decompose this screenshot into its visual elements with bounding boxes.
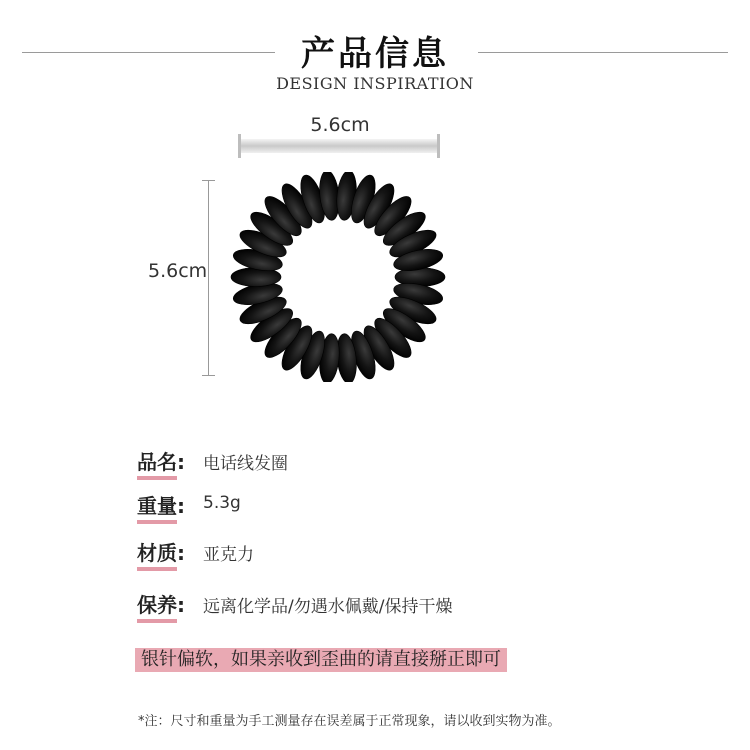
width-dimension-bar	[240, 139, 440, 153]
spec-label: 重量:	[137, 494, 185, 518]
coil-hair-tie-icon	[228, 172, 448, 382]
spec-value: 远离化学品/勿遇水佩戴/保持干燥	[203, 597, 453, 617]
spec-underline	[137, 520, 177, 524]
spec-underline	[137, 619, 177, 623]
footnote: *注：尺寸和重量为手工测量存在误差属于正常现象，请以收到实物为准。	[138, 714, 561, 729]
height-dimension-cap-top	[202, 180, 215, 181]
spec-label: 品名:	[137, 450, 185, 474]
width-dimension-label: 5.6cm	[310, 114, 370, 136]
spec-underline	[137, 476, 177, 480]
page-title: 产品信息	[301, 34, 449, 74]
height-dimension-line	[208, 180, 209, 376]
spec-underline	[137, 567, 177, 571]
width-dimension-cap-right	[437, 134, 440, 158]
spec-label: 保养:	[137, 593, 185, 617]
highlight-note: 银针偏软，如果亲收到歪曲的请直接掰正即可	[135, 648, 507, 672]
height-dimension-cap-bottom	[202, 375, 215, 376]
spec-value: 亚克力	[203, 545, 254, 565]
height-dimension-label: 5.6cm	[148, 260, 208, 282]
spec-value: 5.3g	[203, 493, 241, 513]
page-subtitle: DESIGN INSPIRATION	[276, 74, 474, 93]
width-dimension-cap-left	[238, 134, 241, 158]
spec-value: 电话线发圈	[203, 454, 288, 474]
spec-label: 材质:	[137, 541, 185, 565]
